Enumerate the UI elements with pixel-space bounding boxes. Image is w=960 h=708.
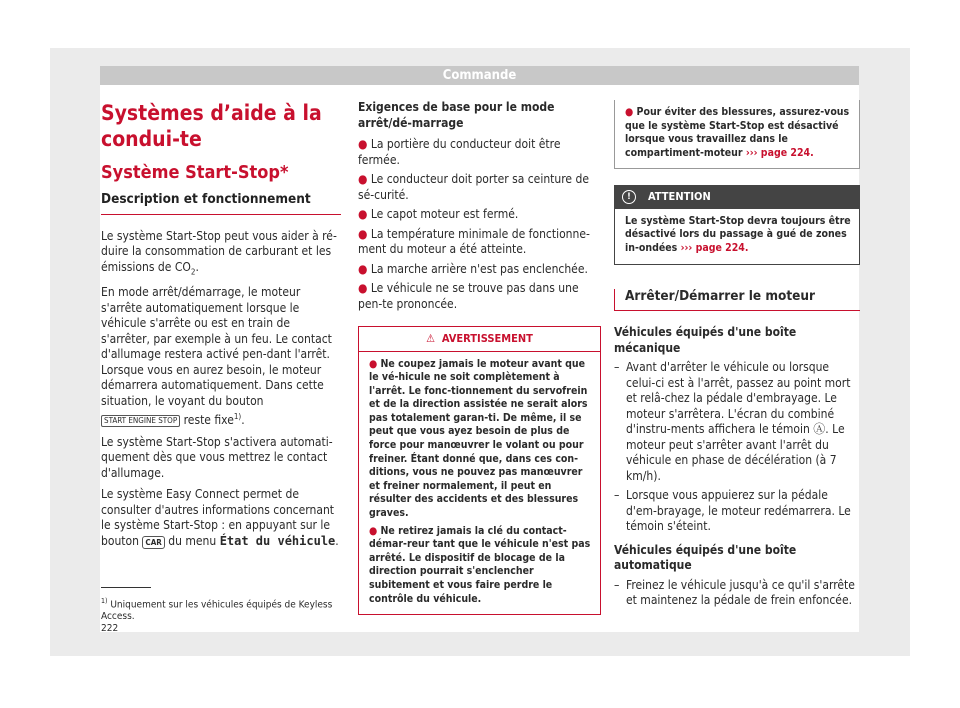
- section-title: Système Start-Stop*: [101, 162, 289, 183]
- manual-gearbox-heading: Véhicules équipés d'une boîte mécanique: [614, 325, 797, 355]
- info-box: ● Pour éviter des blessures, assurez-vous que le système Start-Stop est désactivé lorsque vous travaillez dans le compartiment-moteur ››› page 224.: [614, 100, 860, 169]
- page-reference: ››› page 224.: [680, 242, 749, 255]
- footnote-divider: [101, 587, 151, 588]
- middle-column: [358, 100, 601, 615]
- requirements-heading: Exigences de base pour le mode arrêt/dé-marrage: [358, 100, 555, 130]
- section-header: Commande: [100, 66, 859, 85]
- automatic-gearbox-heading: Véhicules équipés d'une boîte automatique: [614, 542, 797, 573]
- section-heading: Arrêter/Démarrer le moteur: [614, 289, 860, 312]
- footnote: $^{1)}$ Uniquement sur les véhicules équipés de Keyless Access.: [101, 597, 333, 623]
- page-reference: ››› page 224.: [745, 146, 814, 159]
- info-circle-icon: !: [622, 190, 636, 204]
- right-column: [614, 100, 860, 613]
- subsection-title: Description et fonctionnement: [101, 192, 341, 215]
- warning-triangle-icon: ⚠: [426, 332, 435, 345]
- list-item: ● Le véhicule ne se trouve pas dans une pen-te prononcée.: [358, 281, 579, 311]
- list-item: – Avant d'arrêter le véhicule ou lorsque celui-ci est à l'arrêt, passez au point mort et relâ-chez la pédale d'embrayage. Le moteur s'arrêtera. L'écran du combiné d'instru-ments affichera le témoin Ⓐ. Le moteur peut s'arrêter avant l'arrêt du véhicule en phase de décélération (à 7 km/h).: [614, 360, 851, 483]
- left-column: [101, 100, 341, 555]
- attention-box: [614, 185, 860, 264]
- list-item: ● La portière du conducteur doit être fermée.: [358, 137, 561, 167]
- attention-body: Le système Start-Stop devra toujours être désactivé lors du passage à gué de zones in-ondées ››› page 224.: [614, 209, 860, 265]
- attention-header: ! ATTENTION: [614, 185, 860, 209]
- warning-header: ⚠ AVERTISSEMENT: [359, 327, 600, 352]
- page-title: Systèmes d’aide à la condui-te: [101, 101, 322, 151]
- paragraph-easy-connect: Le système Easy Connect permet de consulter d'autres informations concernant le système Start-Stop : en appuyant sur le bouton CAR du menu État du véhicule.: [101, 487, 339, 548]
- list-item: ● La marche arrière n'est pas enclenchée.: [358, 261, 588, 276]
- paragraph-activation: Le système Start-Stop s'activera automati-quement dès que vous mettrez le contact d'allumage.: [101, 434, 333, 480]
- warning-box: [358, 326, 601, 615]
- paragraph-mode: En mode arrêt/démarrage, le moteur s'arrête automatiquement lorsque le véhicule s'arrête ou est en train de s'arrêter, par exemple à un feu. Le contact d'allumage restera activé pen-dant l'arrêt. Lorsque vous en aurez besoin, le moteur démarrera automatiquement. Dans cette situation, le voyant du bouton START ENGINE STOP reste fixe$^{1)}$.: [101, 285, 332, 428]
- list-item: – Freinez le véhicule jusqu'à ce qu'il s'arrête et maintenez la pédale de frein enfoncée.: [614, 577, 855, 608]
- start-stop-key-icon: START ENGINE STOP: [101, 415, 180, 427]
- warning-body: ● Ne coupez jamais le moteur avant que le vé-hicule ne soit complètement à l'arrêt. Le fonc-tionnement du servofrein et de la direction assistée ne serait alors pas totalement garan-ti. De même, il se peut que vous ayez besoin de plus de force pour manœuvrer le volant ou pour freiner. Étant donné que, dans ces con-ditions, vous ne pouvez pas manœuvrer et freiner normalement, il peut en résulter des accidents et des blessures graves. ● Ne retirez jamais la clé du contact-démar-reur tant que le véhicule n'est pas arrêté. Le dispositif de blocage de la direction pourrait s'enclencher subitement et vous faire perdre le contrôle du véhicule.: [369, 357, 591, 605]
- list-item: ● Le capot moteur est fermé.: [358, 207, 519, 221]
- car-button-icon: CAR: [142, 536, 164, 549]
- page-number: 222: [101, 623, 119, 634]
- menu-name: État du véhicule: [219, 533, 336, 548]
- list-item: – Lorsque vous appuierez sur la pédale d'em-brayage, le moteur redémarrera. Le témoin s'éteint.: [614, 488, 851, 534]
- list-item: ● Le conducteur doit porter sa ceinture de sé-curité.: [358, 172, 589, 202]
- list-item: ● La température minimale de fonctionne-ment du moteur a été atteinte.: [358, 226, 590, 256]
- paragraph-intro: Le système Start-Stop peut vous aider à ré-duire la consommation de carburant et les émissions de $CO_2$.: [101, 228, 337, 276]
